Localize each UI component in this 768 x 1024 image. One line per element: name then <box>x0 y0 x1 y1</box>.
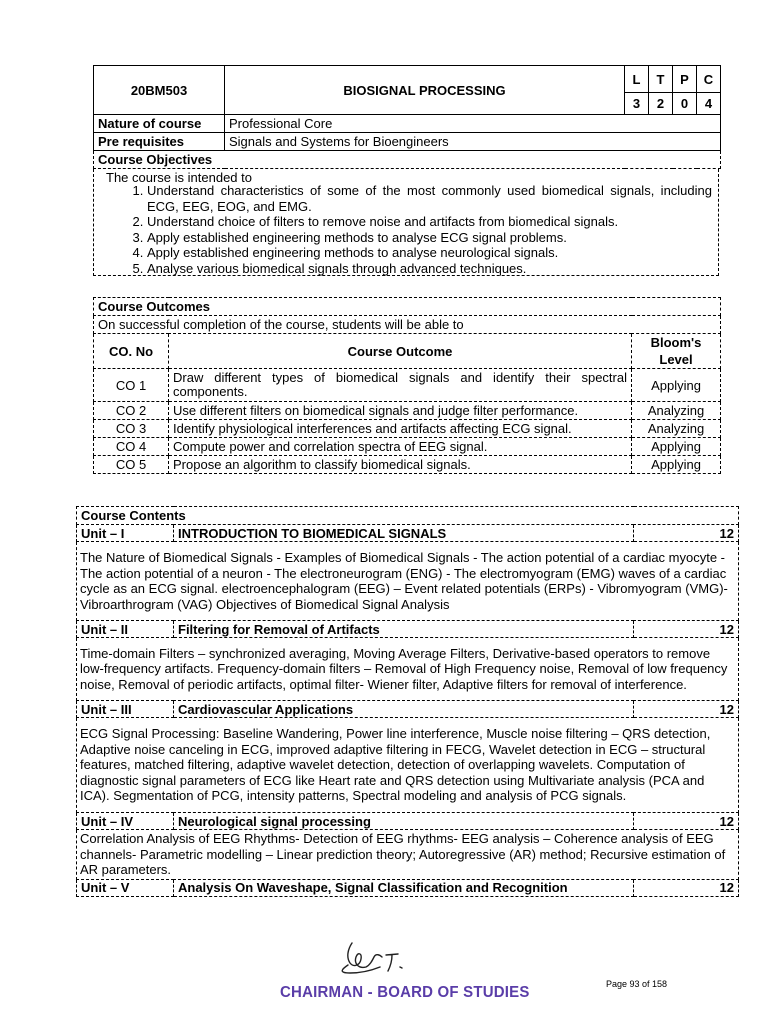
ltpc-value-t: 2 <box>649 93 673 115</box>
col-outcome-header: Course Outcome <box>169 334 632 369</box>
signature-image <box>330 935 420 983</box>
unit-title: Analysis On Waveshape, Signal Classification and Recognition <box>174 879 634 896</box>
nature-label: Nature of course <box>94 115 225 133</box>
co-level: Applying <box>632 456 721 474</box>
unit-description-row <box>77 638 739 701</box>
prereq-label: Pre requisites <box>94 133 225 151</box>
co-number: CO 4 <box>94 438 169 456</box>
outcome-row <box>94 456 721 474</box>
ltpc-header-t: T <box>649 66 673 93</box>
contents-heading: Course Contents <box>77 507 739 525</box>
course-title: BIOSIGNAL PROCESSING <box>225 66 625 115</box>
col-co-header: CO. No <box>94 334 169 369</box>
unit-hours: 12 <box>634 525 739 542</box>
unit-header-row <box>77 813 739 830</box>
unit-hours: 12 <box>634 879 739 896</box>
co-text: Propose an algorithm to classify biomedical signals. <box>169 456 632 474</box>
ltpc-header-p: P <box>673 66 697 93</box>
unit-header-row <box>77 879 739 896</box>
page-number: Page 93 of 158 <box>606 979 668 989</box>
contents-table <box>76 506 739 897</box>
unit-hours: 12 <box>634 701 739 718</box>
unit-number: Unit – IV <box>77 813 174 830</box>
unit-description-row <box>77 718 739 813</box>
co-number: CO 2 <box>94 402 169 420</box>
col-bloom-header: Bloom's Level <box>632 334 721 369</box>
co-number: CO 5 <box>94 456 169 474</box>
prereq-value: Signals and Systems for Bioengineers <box>225 133 721 151</box>
outcomes-table <box>93 297 721 474</box>
outcome-row <box>94 438 721 456</box>
outcome-row <box>94 420 721 438</box>
unit-header-row <box>77 701 739 718</box>
nature-value: Professional Core <box>225 115 721 133</box>
objectives-box <box>93 169 719 276</box>
co-number: CO 1 <box>94 369 169 402</box>
co-level: Applying <box>632 438 721 456</box>
unit-header-row <box>77 525 739 542</box>
unit-number: Unit – III <box>77 701 174 718</box>
co-text: Compute power and correlation spectra of EEG signal. <box>169 438 632 456</box>
outcome-row <box>94 369 721 402</box>
outcomes-intro: On successful completion of the course, students will be able to <box>94 316 721 334</box>
unit-title: Filtering for Removal of Artifacts <box>174 621 634 638</box>
co-level: Applying <box>632 369 721 402</box>
ltpc-header-c: C <box>697 66 721 93</box>
unit-title: INTRODUCTION TO BIOMEDICAL SIGNALS <box>174 525 634 542</box>
outcomes-heading: Course Outcomes <box>94 298 721 316</box>
objectives-intro: The course is intended to <box>106 170 252 185</box>
unit-number: Unit – I <box>77 525 174 542</box>
objectives-list <box>124 183 712 276</box>
unit-number: Unit – II <box>77 621 174 638</box>
unit-description-row <box>77 542 739 621</box>
unit-description: The Nature of Biomedical Signals - Examples of Biomedical Signals - The action potential of a cardiac myocyte - The action potential of a neuron - The electroneurogram (ENG) - The electromyogram (EMG) waves of a cardiac cycle as an ECG signal. electroencephalogram (EEG) – Event related potentials (ERPs) - Vibromyogram (VMG)- Vibroarthrogram (VAG) Objectives of Biomedical Signal Analysis <box>77 542 739 621</box>
objectives-heading: Course Objectives <box>94 151 721 169</box>
co-number: CO 3 <box>94 420 169 438</box>
co-level: Analyzing <box>632 402 721 420</box>
unit-hours: 12 <box>634 621 739 638</box>
ltpc-value-p: 0 <box>673 93 697 115</box>
unit-description: ECG Signal Processing: Baseline Wandering, Power line interference, Muscle noise filtering – QRS detection, Adaptive noise canceling in ECG, improved adaptive filtering in FECG, Wavelet detection in ECG – structural features, matched filtering, adaptive wavelet detection, detection of overlapping wavelets. Computation of diagnostic signal parameters of ECG like Heart rate and QRS detection using Multivariate analysis (PCA and ICA). Segmentation of PCG, intensity patterns, Spectral modeling and analysis of PCG signals. <box>77 718 739 813</box>
unit-header-row <box>77 621 739 638</box>
unit-title: Cardiovascular Applications <box>174 701 634 718</box>
course-code: 20BM503 <box>94 66 225 115</box>
objective-item: 2. Understand choice of filters to remove noise and artifacts from biomedical signals. <box>147 214 712 230</box>
unit-number: Unit – V <box>77 879 174 896</box>
board-of-studies-stamp: CHAIRMAN - BOARD OF STUDIES <box>280 983 530 1002</box>
outcome-row <box>94 402 721 420</box>
ltpc-value-c: 4 <box>697 93 721 115</box>
objective-item: 4. Apply established engineering methods to analyse neurological signals. <box>147 245 712 261</box>
unit-title: Neurological signal processing <box>174 813 634 830</box>
objective-item: 3. Apply established engineering methods to analyse ECG signal problems. <box>147 230 712 246</box>
co-text: Identify physiological interferences and artifacts affecting ECG signal. <box>169 420 632 438</box>
co-text: Use different filters on biomedical signals and judge filter performance. <box>169 402 632 420</box>
unit-description: Correlation Analysis of EEG Rhythms- Detection of EEG rhythms- EEG analysis – Coherence analysis of EEG channels- Parametric modelling – Linear prediction theory; Autoregressive (AR) method; Recursive estimation of AR parameters. <box>77 830 739 880</box>
unit-hours: 12 <box>634 813 739 830</box>
objective-item: 5. Analyse various biomedical signals through advanced techniques. <box>147 261 712 277</box>
ltpc-value-l: 3 <box>625 93 649 115</box>
co-text: Draw different types of biomedical signals and identify their spectral components. <box>169 369 632 402</box>
unit-description: Time-domain Filters – synchronized averaging, Moving Average Filters, Derivative-based operators to remove low-frequency artifacts. Frequency-domain filters – Removal of High Frequency noise, Removal of low frequency noise, Removal of periodic artifacts, optimal filter- Wiener filter, Adaptive filters for removal of interference. <box>77 638 739 701</box>
ltpc-header-l: L <box>625 66 649 93</box>
unit-description-row <box>77 830 739 880</box>
objective-item: 1. Understand characteristics of some of the most commonly used biomedical signals, including ECG, EEG, EOG, and EMG. <box>147 183 712 214</box>
course-header-table <box>93 65 721 169</box>
co-level: Analyzing <box>632 420 721 438</box>
